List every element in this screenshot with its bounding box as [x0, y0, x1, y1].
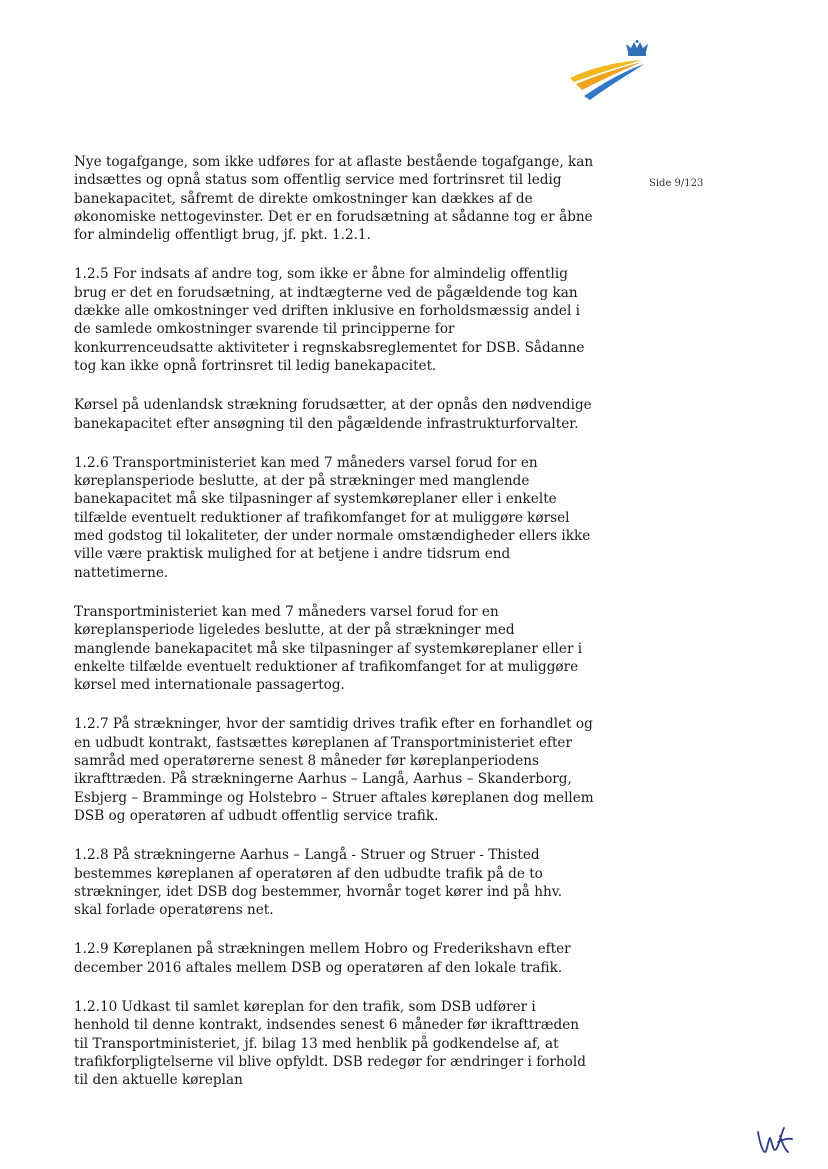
paragraph-1-2-6: 1.2.6 Transportministeriet kan med 7 måneders varsel forud for en køreplansperiode beslutte, at der på strækninger med manglende banekapacitet må ske tilpasninger af systemkøreplaner eller i enkelte tilfælde eventuelt reduktioner af trafikomfanget for at muliggøre kørsel med godstog til lokaliteter, der under normale omstændigheder ellers ikke ville være praktisk mulighed for at betjene i andre tidsrum end nattetimerne.	[74, 454, 591, 581]
paragraph-1-2-5: 1.2.5 For indsats af andre tog, som ikke er åbne for almindelig offentlig brug er det en forudsætning, at indtægterne ved de pågældende tog kan dække alle omkostninger ved driften inklusive en forholdsmæssig andel i de samlede omkostninger svarende til principperne for konkurrenceudsatte aktiviteter i regnskabsreglementet for DSB. Sådanne tog kan ikke opnå fortrinsret til ledig banekapacitet.	[74, 266, 585, 374]
page-number: Side 9/123	[649, 178, 704, 189]
paragraph-foreign-track: Kørsel på udenlandsk strækning forudsætter, at der opnås den nødvendige banekapacitet efter ansøgning til den pågældende infrastrukturforvalter.	[74, 397, 592, 432]
crown-icon	[626, 40, 648, 56]
paragraph-new-train-departures: Nye togafgange, som ikke udføres for at aflaste bestående togafgange, kan indsættes og opnå status som offentlig service med fortrinsret til ledig banekapacitet, såfremt de direkte omkostninger kan dækkes af de økonomiske nettogevinster. Det er en forudsætning at sådanne tog er åbne for almindelig offentligt brug, jf. pkt. 1.2.1.	[74, 154, 594, 244]
paragraph-1-2-10: 1.2.10 Udkast til samlet køreplan for den trafik, som DSB udfører i henhold til denne kontrakt, indsendes senest 6 måneder før ikrafttræden til Transportministeriet, jf. bilag 13 med henblik på godkendelse af, at trafikforpligtelserne vil blive opfyldt. DSB redegør for ændringer i forhold til den aktuelle køreplan	[74, 998, 586, 1089]
paragraph-1-2-7: 1.2.7 På strækninger, hvor der samtidig drives trafik efter en forhandlet og en udbudt kontrakt, fastsættes køreplanen af Transportministeriet efter samråd med operatørerne senest 8 måneder før køreplanperiodens ikrafttræden. På strækningerne Aarhus – Langå, Aarhus – Skanderborg, Esbjerg – Bramminge og Holstebro – Struer aftales køreplanen dog mellem DSB og operatøren af udbudt offentlig service trafik.	[74, 716, 594, 824]
paragraph-international-trains: Transportministeriet kan med 7 måneders varsel forud for en køreplansperiode ligeledes beslutte, at der på strækninger med manglende banekapacitet må ske tilpasninger af systemkøreplaner eller i enkelte tilfælde eventuelt reduktioner af trafikomfanget for at muliggøre kørsel med internationale passagertog.	[74, 603, 583, 694]
document-body	[74, 153, 594, 1110]
paragraph-1-2-9: 1.2.9 Køreplanen på strækningen mellem Hobro og Frederikshavn efter december 2016 aftales mellem DSB og operatøren af den lokale trafik.	[74, 941, 571, 976]
signature-initials-icon	[754, 1122, 794, 1158]
paragraph-1-2-8: 1.2.8 På strækningerne Aarhus – Langå - Struer og Struer - Thisted bestemmes køreplanen af operatøren af den udbudte trafik på de to strækninger, idet DSB dog bestemmer, hvornår toget kører ind på hhv. skal forlade operatørens net.	[74, 847, 563, 919]
ministry-logo-icon	[566, 40, 654, 100]
